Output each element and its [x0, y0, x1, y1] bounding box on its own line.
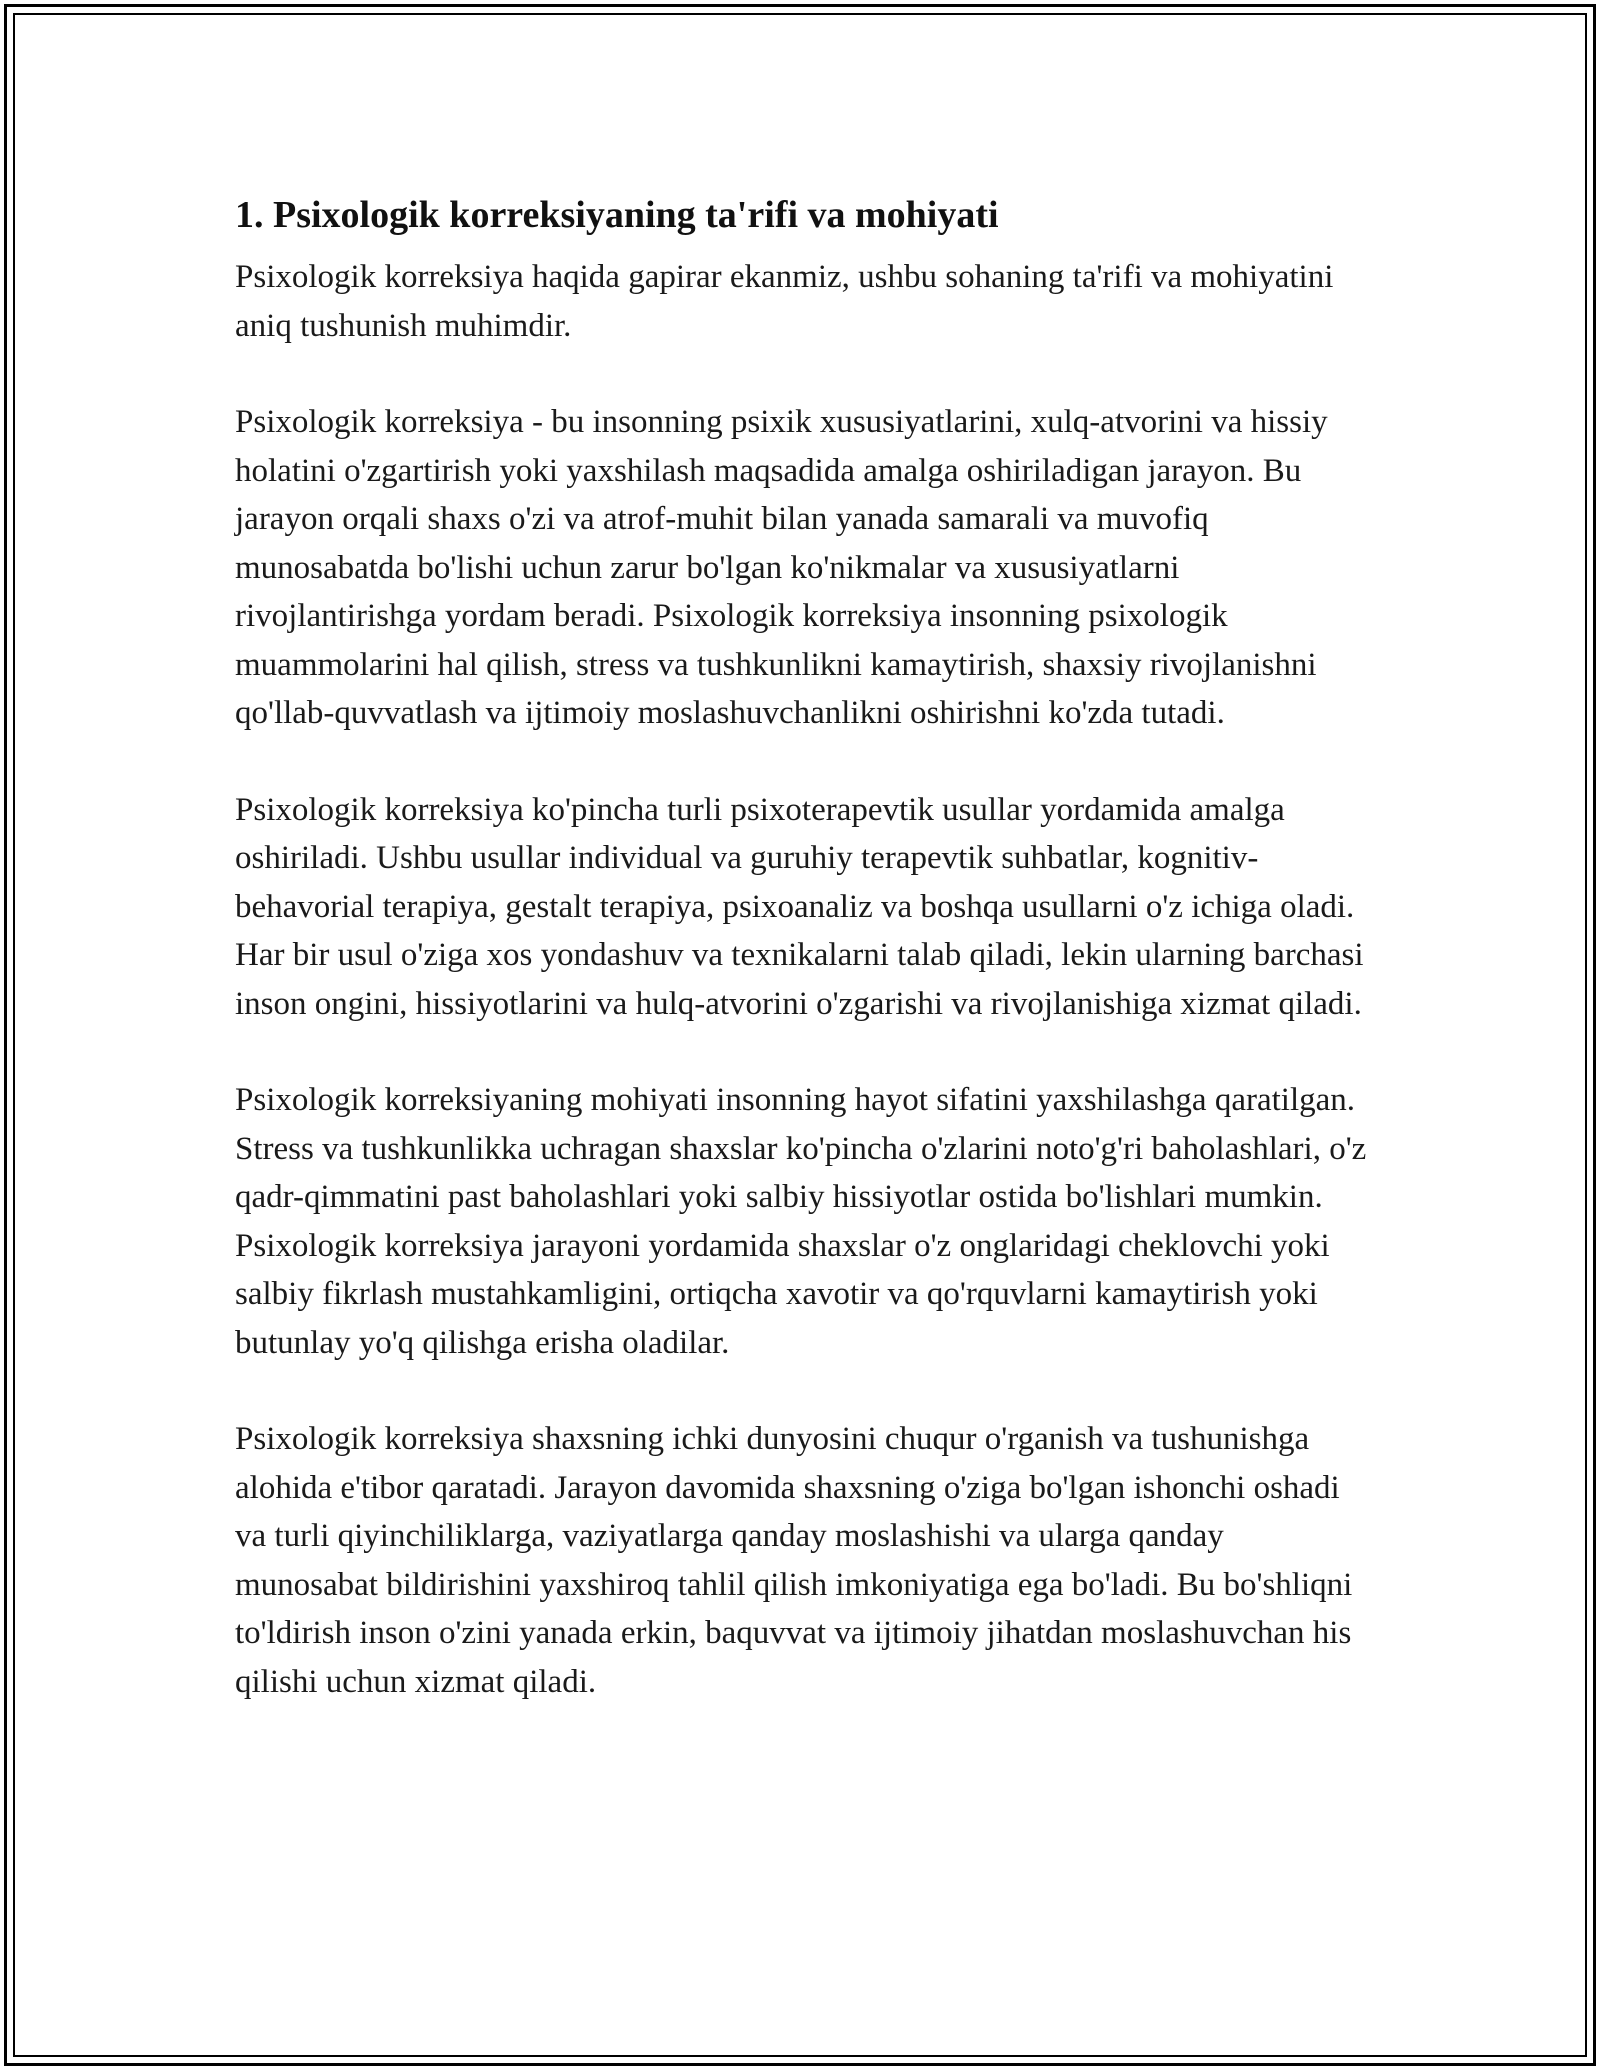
paragraph-definition: Psixologik korreksiya - bu insonning psixik xususiyatlarini, xulq-atvorini va hissiy holatini o'zgartirish yoki yaxshilash maqsadida amalga oshiriladigan jarayon. Bu jarayon orqali shaxs o'zi va atrof-muhit bilan yanada samarali va muvofiq munosabatda bo'lishi uchun zarur bo'lgan ko'nikmalar va xususiyatlarni rivojlantirishga yordam beradi. Psixologik korreksiya insonning psixologik muammolarini hal qilish, stress va tushkunlikni kamaytirish, shaxsiy rivojlanishni qo'llab-quvvatlash va ijtimoiy moslashuvchanlikni oshirishni ko'zda tutadi.: [235, 404, 1328, 731]
paragraph-essence: Psixologik korreksiyaning mohiyati insonning hayot sifatini yaxshilashga qaratilgan. Stress va tushkunlikka uchragan shaxslar ko'pincha o'zlarini noto'g'ri baholashlari, o'z qadr-qimmatini past baholashlari yoki salbiy hissiyotlar ostida bo'lishlari mumkin. Psixologik korreksiya jarayoni yordamida shaxslar o'z onglaridagi cheklovchi yoki salbiy fikrlash mustahkamligini, ortiqcha xavotir va qo'rquvlarni kamaytirish yoki butunlay yo'q qilishga erisha oladilar.: [235, 1082, 1367, 1361]
paragraph-intro: Psixologik korreksiya haqida gapirar ekanmiz, ushbu sohaning ta'rifi va mohiyatini aniq tushunish muhimdir.: [235, 259, 1334, 344]
paragraph-methods: Psixologik korreksiya ko'pincha turli psixoterapevtik usullar yordamida amalga oshiriladi. Ushbu usullar individual va guruhiy terapevtik suhbatlar, kognitiv-behavorial terapiya, gestalt terapiya, psixoanaliz va boshqa usullarni o'z ichiga oladi. Har bir usul o'ziga xos yondashuv va texnikalarni talab qiladi, lekin ularning barchasi inson ongini, hissiyotlarini va hulq-atvorini o'zgarishi va rivojlanishiga xizmat qiladi.: [235, 791, 1364, 1022]
paragraph-inner-world: Psixologik korreksiya shaxsning ichki dunyosini chuqur o'rganish va tushunishga alohida e'tibor qaratadi. Jarayon davomida shaxsning o'ziga bo'lgan ishonchi oshadi va turli qiyinchiliklarga, vaziyatlarga qanday moslashishi va ularga qanday munosabat bildirishini yaxshiroq tahlil qilish imkoniyatiga ega bo'ladi. Bu bo'shliqni to'ldirish inson o'zini yanada erkin, baquvvat va ijtimoiy jihatdan moslashuvchan his qilishi uchun xizmat qiladi.: [235, 1421, 1353, 1700]
section-heading: 1. Psixologik korreksiyaning ta'rifi va mohiyati: [235, 194, 999, 236]
document-body: [235, 185, 1370, 1754]
